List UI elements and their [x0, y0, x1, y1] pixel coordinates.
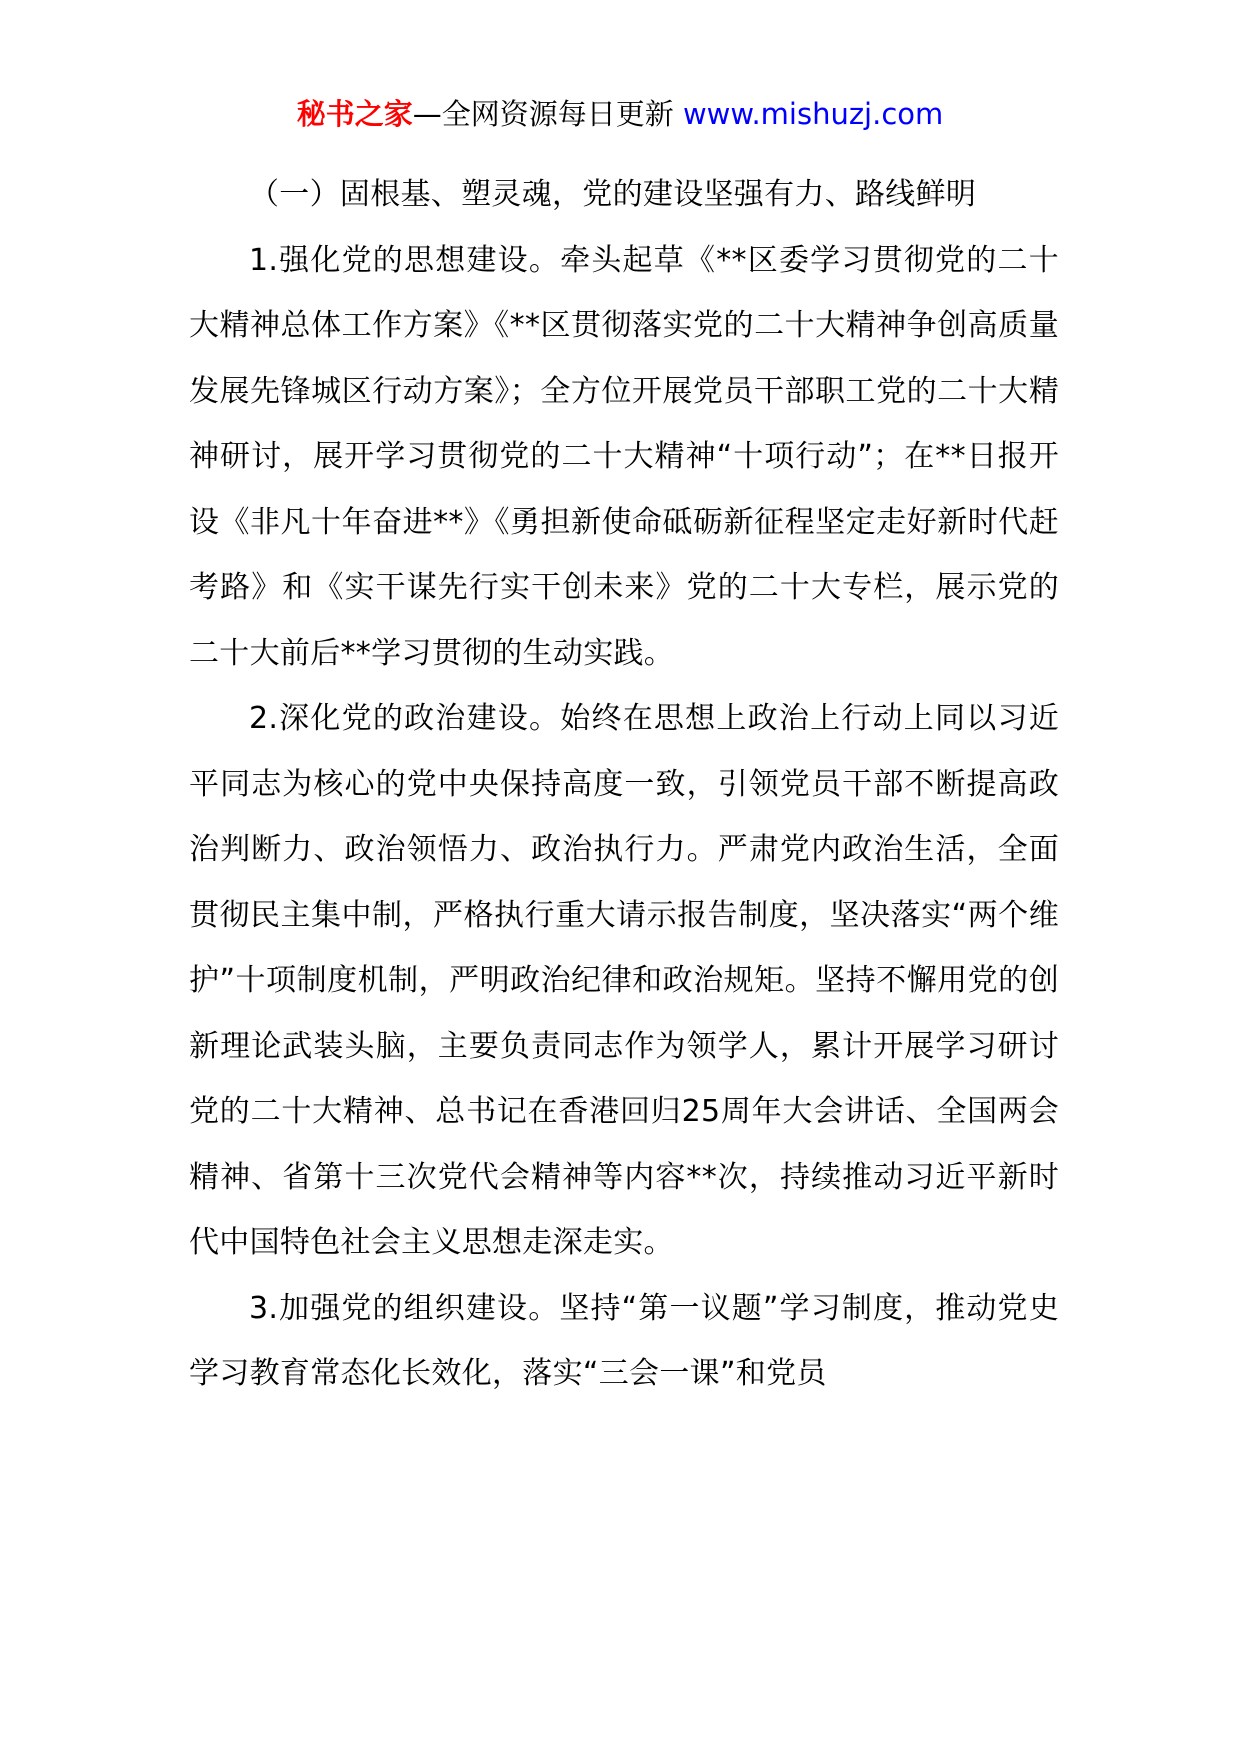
site-tagline: —全网资源每日更新 [412, 97, 674, 131]
brand-name: 秘书之家 [296, 97, 413, 131]
site-header [0, 92, 1240, 136]
site-url-link[interactable]: www.mishuzj.com [682, 97, 944, 131]
paragraph-ideological-building: 1.强化党的思想建设。牵头起草《**区委学习贯彻党的二十大精神总体工作方案》《**区贯彻落实党的二十大精神争创高质量发展先锋城区行动方案》；全方位开展党员干部职工党的二十大精神研讨，展开学习贯彻党的二十大精神“十项行动”；在**日报开设《非凡十年奋进**》《勇担新使命砥砺新征程坚定走好新时代赶考路》和《实干谋先行实干创未来》党的二十大专栏，展示党的二十大前后**学习贯彻的生动实践。 [189, 242, 1059, 671]
paragraph-political-building: 2.深化党的政治建设。始终在思想上政治上行动上同以习近平同志为核心的党中央保持高度一致，引领党员干部不断提高政治判断力、政治领悟力、政治执行力。严肃党内政治生活，全面贯彻民主集中制，严格执行重大请示报告制度，坚决落实“两个维护”十项制度机制，严明政治纪律和政治规矩。坚持不懈用党的创新理论武装头脑，主要负责同志作为领学人，累计开展学习研讨党的二十大精神、总书记在香港回归25周年大会讲话、全国两会精神、省第十三次党代会精神等内容**次，持续推动习近平新时代中国特色社会主义思想走深走实。 [189, 701, 1059, 1260]
document-body [189, 162, 1059, 1407]
section-heading: （一）固根基、塑灵魂，党的建设坚强有力、路线鲜明 [249, 177, 977, 212]
paragraph-organizational-building: 3.加强党的组织建设。坚持“第一议题”学习制度，推动党史学习教育常态化长效化，落实“三会一课”和党员 [189, 1290, 1059, 1391]
